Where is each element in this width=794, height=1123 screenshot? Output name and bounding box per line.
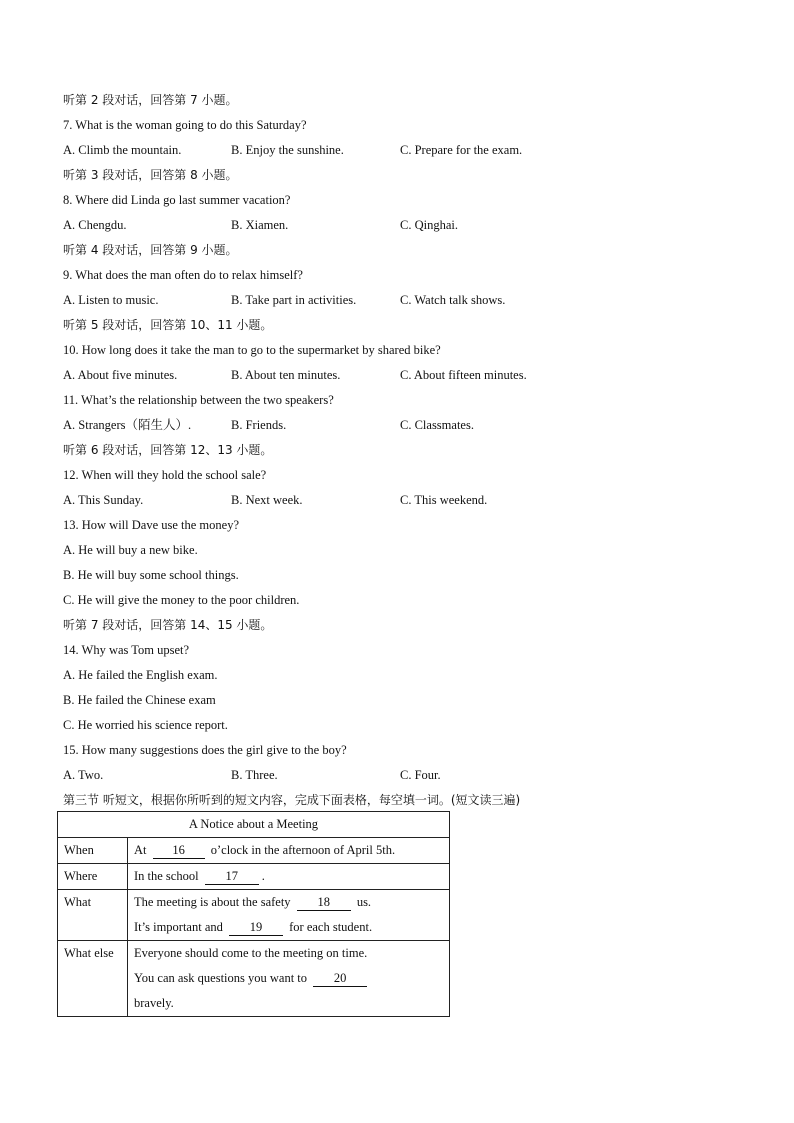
option-row bbox=[63, 413, 743, 438]
option-row bbox=[63, 763, 743, 788]
question-text: 12. When will they hold the school sale? bbox=[63, 468, 267, 482]
question-text: C. He will give the money to the poor children. bbox=[63, 593, 300, 607]
what-text-2: It’s important and bbox=[134, 920, 223, 934]
section-heading: 听第 7 段对话，回答第 14、15 小题。 bbox=[63, 618, 273, 632]
question-text: A. He failed the English exam. bbox=[63, 668, 218, 682]
where-label: Where bbox=[58, 864, 128, 890]
option-b: B. Xiamen. bbox=[231, 218, 289, 232]
where-text: In the school bbox=[134, 869, 199, 883]
question-text: 11. What’s the relationship between the two speakers? bbox=[63, 393, 334, 407]
what-cell bbox=[128, 890, 450, 941]
blank-16: 16 bbox=[153, 842, 205, 859]
what-else-label: What else bbox=[58, 941, 128, 1017]
option-b: B. Friends. bbox=[231, 418, 287, 432]
option-c: C. Qinghai. bbox=[400, 218, 458, 232]
blank-17: 17 bbox=[205, 868, 259, 885]
option-a: A. This Sunday. bbox=[63, 493, 144, 507]
option-b: B. Take part in activities. bbox=[231, 293, 357, 307]
when-text-post: o’clock in the afternoon of April 5th. bbox=[210, 843, 396, 857]
question-list bbox=[63, 88, 743, 813]
option-row bbox=[63, 213, 743, 238]
option-c: C. Prepare for the exam. bbox=[400, 143, 523, 157]
section-heading: 听第 2 段对话，回答第 7 小题。 bbox=[63, 93, 238, 107]
else-text-1: Everyone should come to the meeting on time. bbox=[134, 946, 368, 960]
when-cell bbox=[128, 838, 450, 864]
section-heading: 听第 3 段对话，回答第 8 小题。 bbox=[63, 168, 238, 182]
blank-20: 20 bbox=[313, 970, 367, 987]
question-text: 8. Where did Linda go last summer vacation? bbox=[63, 193, 291, 207]
option-a: A. Climb the mountain. bbox=[63, 143, 182, 157]
question-text: C. He worried his science report. bbox=[63, 718, 228, 732]
option-c: C. Watch talk shows. bbox=[400, 293, 506, 307]
option-b: B. About ten minutes. bbox=[231, 368, 341, 382]
what-text-2-post: for each student. bbox=[289, 920, 373, 934]
notice-table bbox=[57, 811, 450, 1017]
what-else-cell bbox=[128, 941, 450, 1017]
table-row bbox=[58, 812, 450, 838]
option-a: A. Strangers（陌生人）. bbox=[63, 418, 192, 432]
option-b: B. Three. bbox=[231, 768, 278, 782]
question-text: A. He will buy a new bike. bbox=[63, 543, 198, 557]
option-a: A. Two. bbox=[63, 768, 104, 782]
question-text: 7. What is the woman going to do this Saturday? bbox=[63, 118, 307, 132]
option-c: C. Four. bbox=[400, 768, 441, 782]
table-row bbox=[58, 890, 450, 941]
option-c: C. Classmates. bbox=[400, 418, 474, 432]
when-text: At bbox=[134, 843, 147, 857]
where-text-post: . bbox=[261, 869, 265, 883]
question-text: B. He failed the Chinese exam bbox=[63, 693, 216, 707]
question-text: 10. How long does it take the man to go to the supermarket by shared bike? bbox=[63, 343, 441, 357]
option-c: C. About fifteen minutes. bbox=[400, 368, 527, 382]
option-row bbox=[63, 488, 743, 513]
section-heading: 听第 5 段对话，回答第 10、11 小题。 bbox=[63, 318, 273, 332]
table-row bbox=[58, 941, 450, 1017]
blank-18: 18 bbox=[297, 894, 351, 911]
else-text-3: bravely. bbox=[134, 996, 174, 1010]
question-text: 9. What does the man often do to relax himself? bbox=[63, 268, 303, 282]
section-heading: 第三节 听短文，根据你所听到的短文内容，完成下面表格，每空填一词。(短文读三遍) bbox=[63, 793, 521, 807]
notice-title: A Notice about a Meeting bbox=[58, 812, 450, 838]
option-row bbox=[63, 288, 743, 313]
option-b: B. Next week. bbox=[231, 493, 303, 507]
blank-19: 19 bbox=[229, 919, 283, 936]
option-row bbox=[63, 138, 743, 163]
what-text-1-post: us. bbox=[356, 895, 372, 909]
when-label: When bbox=[58, 838, 128, 864]
table-row bbox=[58, 864, 450, 890]
what-text-1: The meeting is about the safety bbox=[134, 895, 291, 909]
where-cell bbox=[128, 864, 450, 890]
option-a: A. Listen to music. bbox=[63, 293, 159, 307]
option-c: C. This weekend. bbox=[400, 493, 488, 507]
else-text-2: You can ask questions you want to bbox=[134, 971, 308, 985]
question-text: 13. How will Dave use the money? bbox=[63, 518, 240, 532]
section-heading: 听第 6 段对话，回答第 12、13 小题。 bbox=[63, 443, 273, 457]
option-row bbox=[63, 363, 743, 388]
question-text: B. He will buy some school things. bbox=[63, 568, 239, 582]
section-heading: 听第 4 段对话，回答第 9 小题。 bbox=[63, 243, 238, 257]
table-row bbox=[58, 838, 450, 864]
question-text: 14. Why was Tom upset? bbox=[63, 643, 190, 657]
option-a: A. Chengdu. bbox=[63, 218, 127, 232]
question-text: 15. How many suggestions does the girl give to the boy? bbox=[63, 743, 347, 757]
option-a: A. About five minutes. bbox=[63, 368, 178, 382]
option-b: B. Enjoy the sunshine. bbox=[231, 143, 344, 157]
what-label: What bbox=[58, 890, 128, 941]
